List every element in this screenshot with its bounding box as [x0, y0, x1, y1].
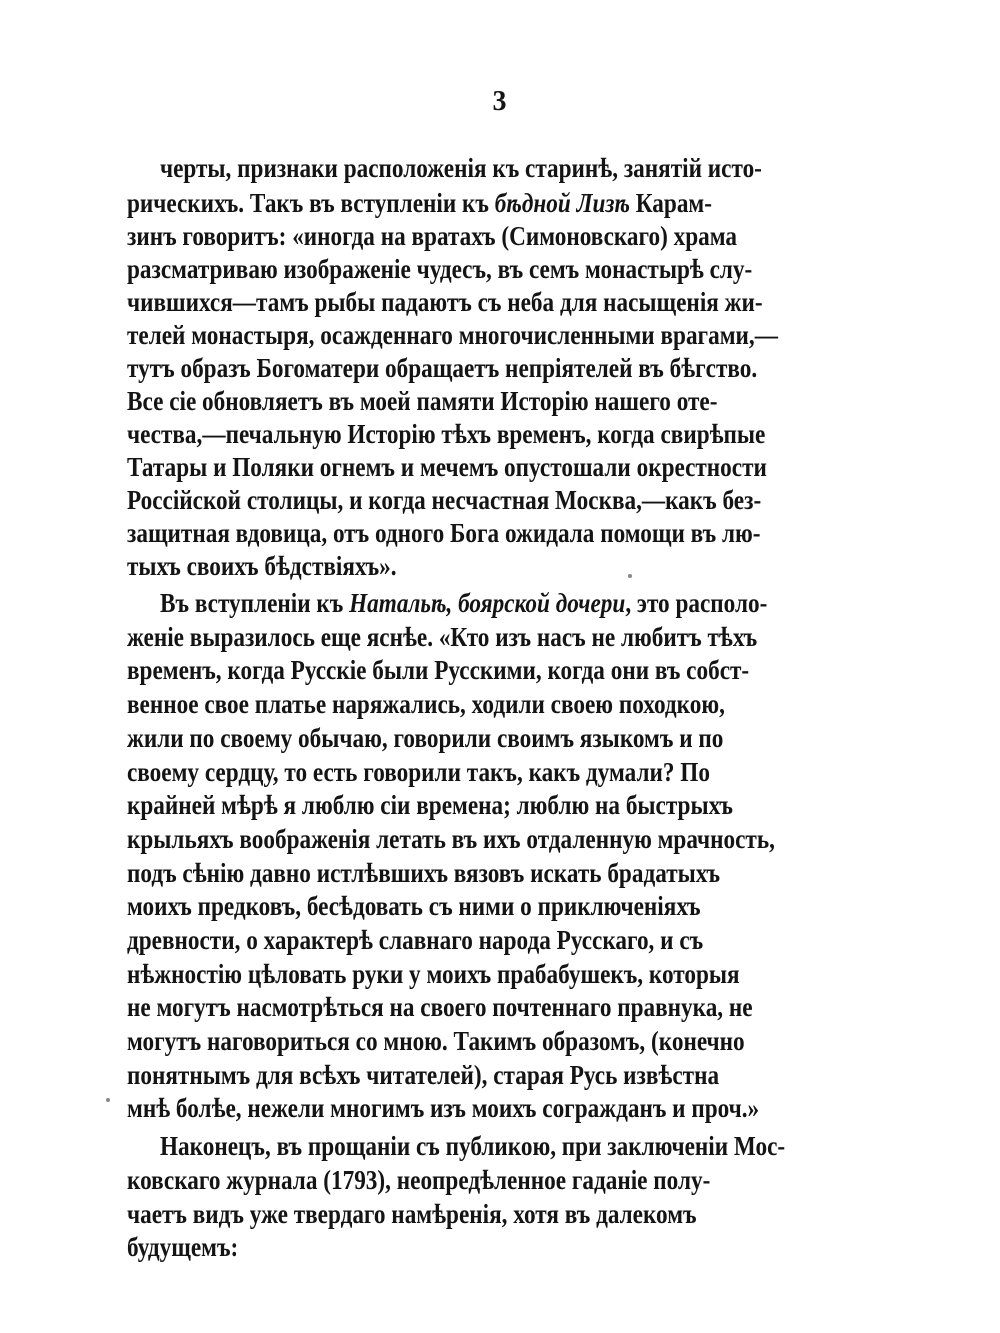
page-number: 3	[492, 86, 508, 117]
text-line: Россійской столицы, и когда несчастная Москва,—какъ без-	[127, 485, 762, 515]
text-line: чаетъ видъ уже твердаго намѣренія, хотя въ далекомъ	[127, 1199, 697, 1229]
text-line: венное свое платье наряжались, ходили своею походкою,	[127, 689, 725, 719]
text-line: будущемъ:	[127, 1232, 239, 1262]
text-line: черты, признаки расположенія къ старинѣ, занятій исто-	[160, 153, 762, 183]
text-line: могутъ наговориться со мною. Такимъ образомъ, (конечно	[127, 1026, 745, 1056]
text-line: не могутъ насмотрѣться на своего почтеннаго правнука, не	[127, 992, 753, 1022]
text-line: зинъ говоритъ: «иногда на вратахъ (Симоновскаго) храма	[127, 221, 738, 251]
text-line: защитная вдовица, отъ одного Бога ожидала помощи въ лю-	[127, 518, 761, 548]
text-line: тыхъ своихъ бѣдствіяхъ».	[127, 551, 397, 581]
text-line: подъ сѣнію давно истлѣвшихъ вязовъ искать брадатыхъ	[127, 858, 721, 888]
scan-speck	[628, 574, 632, 578]
text-line: понятнымъ для всѣхъ читателей), старая Русь извѣстна	[127, 1060, 720, 1090]
text-line: крайней мѣрѣ я люблю сіи времена; люблю на быстрыхъ	[127, 790, 733, 820]
text-line: мнѣ болѣе, нежели многимъ изъ моихъ согражданъ и проч.»	[127, 1093, 760, 1123]
text-line: жили по своему обычаю, говорили своимъ языкомъ и по	[127, 723, 724, 753]
text-line: разсматриваю изображеніе чудесъ, въ семъ монастырѣ слу-	[127, 254, 753, 284]
text-line: ковскаго журнала (1793), неопредѣленное гаданіе полу-	[127, 1165, 711, 1195]
text-line: Наконецъ, въ прощаніи съ публикою, при заключеніи Мос-	[160, 1131, 786, 1161]
italic-title: бѣдной Лизѣ	[494, 188, 630, 218]
text-line: рическихъ. Такъ въ вступленіи къ бѣдной Лизѣ Карам-	[127, 188, 712, 218]
text-line: телей монастыря, осажденнаго многочисленными врагами,—	[127, 320, 778, 350]
text-line: женіе выразилось еще яснѣе. «Кто изъ насъ не любитъ тѣхъ	[127, 622, 758, 652]
text-line: своему сердцу, то есть говорили такъ, какъ думали? По	[127, 757, 710, 787]
scan-speck	[106, 1098, 110, 1102]
text-line: Татары и Поляки огнемъ и мечемъ опустошали окрестности	[127, 452, 767, 482]
text-line: Все сіе обновляетъ въ моей памяти Исторію нашего оте-	[127, 386, 718, 416]
text-line: моихъ предковъ, бесѣдовать съ ними о приключеніяхъ	[127, 891, 701, 921]
text-line: чества,—печальную Исторію тѣхъ временъ, когда свирѣпые	[127, 419, 766, 449]
text-line: нѣжностію цѣловать руки у моихъ прабабушекъ, которыя	[127, 959, 740, 989]
italic-title: Натальѣ, боярской дочери	[349, 588, 626, 618]
text-line: временъ, когда Русскіе были Русскими, когда они въ собст-	[127, 655, 750, 685]
text-line: Въ вступленіи къ Натальѣ, боярской дочери, это располо-	[160, 588, 768, 618]
text-line: крыльяхъ воображенія летать въ ихъ отдаленную мрачность,	[127, 824, 775, 854]
text-line: тутъ образъ Богоматери обращаетъ непріятелей въ бѣгство.	[127, 353, 758, 383]
text-line: чившихся—тамъ рыбы падаютъ съ неба для насыщенія жи-	[127, 287, 763, 317]
text-line: древности, о характерѣ славнаго народа Русскаго, и съ	[127, 925, 704, 955]
